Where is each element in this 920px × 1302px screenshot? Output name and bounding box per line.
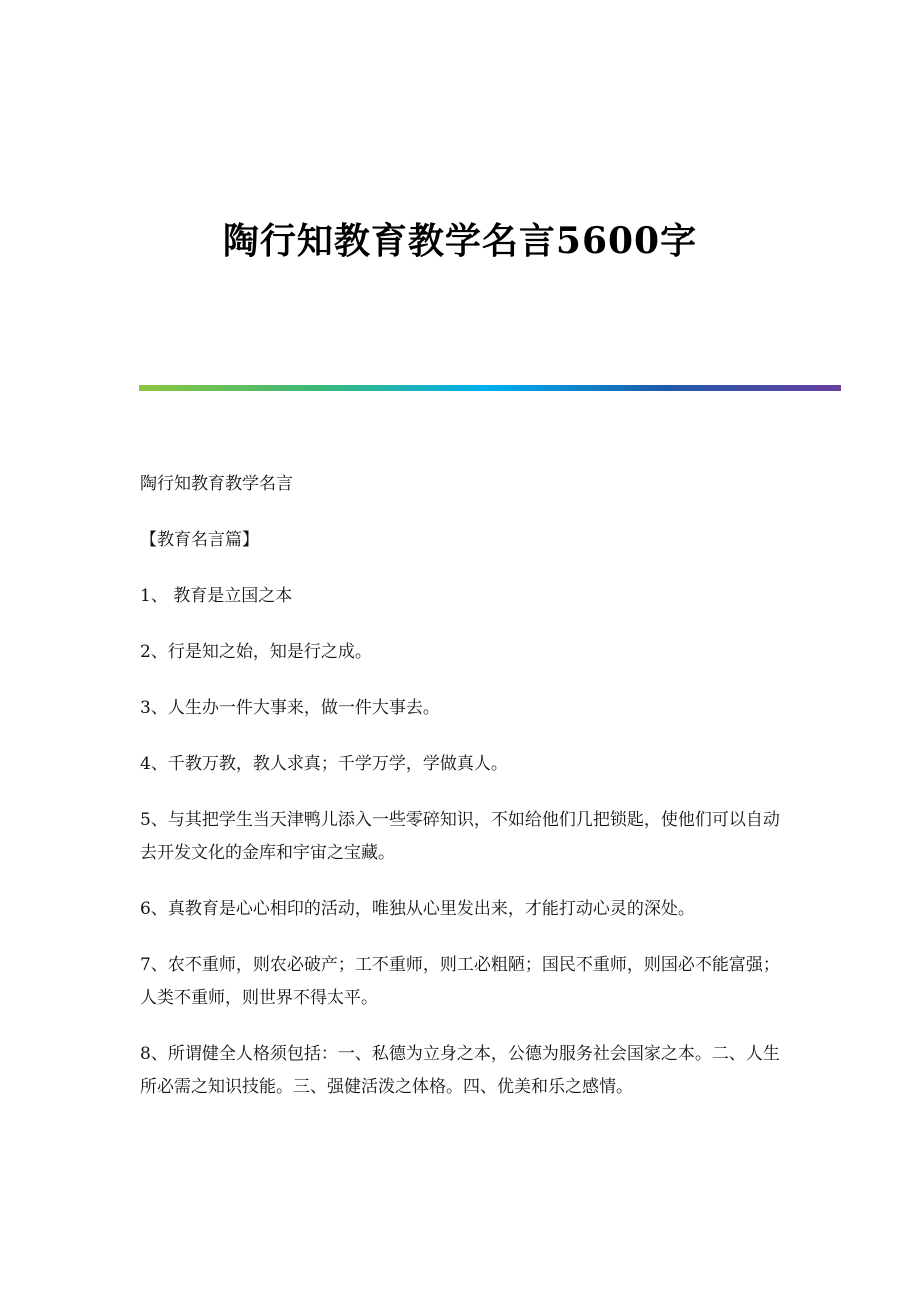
quote-item-7: 7、农不重师，则农必破产；工不重师，则工必粗陋；国民不重师，则国必不能富强；人类不重师，则世界不得太平。 bbox=[140, 955, 780, 1008]
section-heading: 【教育名言篇】 bbox=[140, 530, 259, 550]
document-title: 陶行知教育教学名言5600字 bbox=[222, 220, 698, 262]
document-body bbox=[140, 468, 790, 1122]
quote-item-1: 1、 教育是立国之本 bbox=[140, 586, 293, 606]
subtitle: 陶行知教育教学名言 bbox=[140, 474, 293, 494]
quote-item-8: 8、所谓健全人格须包括：一、私德为立身之本，公德为服务社会国家之本。二、人生所必需之知识技能。三、强健活泼之体格。四、优美和乐之感情。 bbox=[140, 1044, 780, 1097]
quote-item-2: 2、行是知之始，知是行之成。 bbox=[140, 642, 372, 662]
quote-item-5: 5、与其把学生当天津鸭儿添入一些零碎知识，不如给他们几把锁匙，使他们可以自动去开发文化的金库和宇宙之宝藏。 bbox=[140, 810, 780, 863]
quote-item-4: 4、千教万教，教人求真；千学万学，学做真人。 bbox=[140, 754, 508, 774]
quote-item-3: 3、人生办一件大事来，做一件大事去。 bbox=[140, 698, 440, 718]
gradient-divider bbox=[139, 385, 841, 391]
quote-item-6: 6、真教育是心心相印的活动，唯独从心里发出来，才能打动心灵的深处。 bbox=[140, 899, 695, 919]
